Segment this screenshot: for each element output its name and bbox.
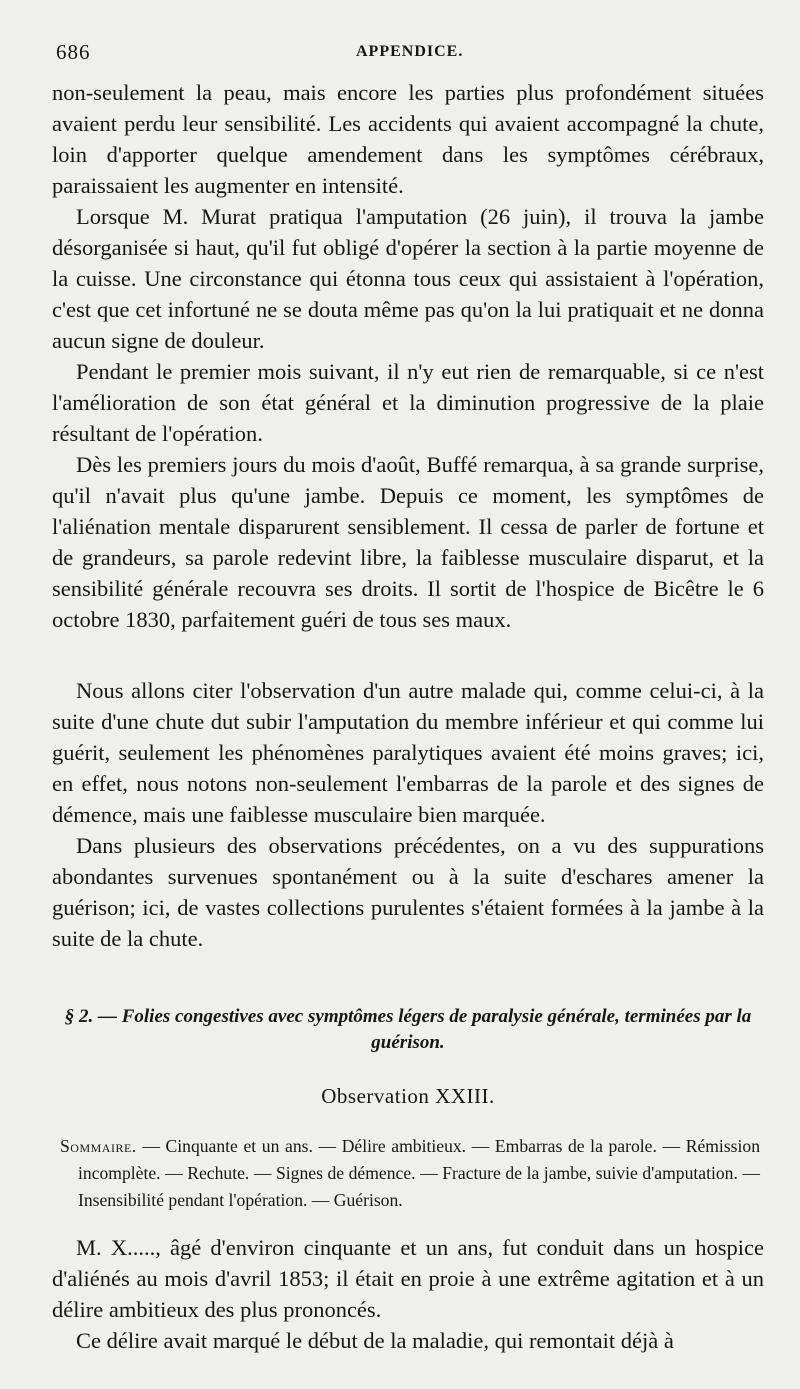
summary-paragraph bbox=[60, 1133, 760, 1214]
paragraph: Pendant le premier mois suivant, il n'y eut rien de remarquable, si ce n'est l'amélioration de son état général et la diminution progressive de la plaie résultant de l'opération. bbox=[52, 359, 764, 446]
paragraph: M. X....., âgé d'environ cinquante et un ans, fut conduit dans un hospice d'aliénés au mois d'avril 1853; il était en proie à une extrême agitation et à un délire ambitieux des plus prononcés. bbox=[52, 1235, 764, 1322]
summary-label: Sommaire. bbox=[60, 1136, 137, 1156]
summary-text: — Cinquante et un ans. — Délire ambitieux. — Embarras de la parole. — Rémission incomplète. — Rechute. — Signes de démence. — Fracture de la jambe, suivie d'amputation. — Insensibilité pendant l'opération. — Guérison. bbox=[78, 1136, 760, 1210]
paragraph: Dans plusieurs des observations précédentes, on a vu des suppurations abondantes survenues spontanément ou à la suite d'eschares amener la guérison; ici, de vastes collections purulentes s'étaient formées à la jambe à la suite de la chute. bbox=[52, 833, 764, 951]
running-head: APPENDICE. bbox=[356, 43, 464, 60]
paragraph: Lorsque M. Murat pratiqua l'amputation (26 juin), il trouva la jambe désorganisée si haut, qu'il fut obligé d'opérer la section à la partie moyenne de la cuisse. Une circonstance qui étonna tous ceux qui assistaient à l'opération, c'est que cet infortuné ne se douta même pas qu'on la lui pratiquait et ne donna aucun signe de douleur. bbox=[52, 204, 764, 353]
section-heading: § 2. — Folies congestives avec symptômes légers de paralysie générale, terminées par la guérison. bbox=[64, 1006, 752, 1053]
paragraph: Dès les premiers jours du mois d'août, Buffé remarqua, à sa grande surprise, qu'il n'avait plus qu'une jambe. Depuis ce moment, les symptômes de l'aliénation mentale disparurent sensiblement. Il cessa de parler de fortune et de grandeurs, sa parole redevint libre, la faiblesse musculaire disparut, et la sensibilité générale recouvra ses droits. Il sortit de l'hospice de Bicêtre le 6 octobre 1830, parfaitement guéri de tous ses maux. bbox=[52, 452, 764, 632]
observation-title bbox=[52, 1084, 764, 1109]
paragraph: non-seulement la peau, mais encore les parties plus profondément situées avaient perdu leur sensibilité. Les accidents qui avaient accompagné la chute, loin d'apporter quelque amendement dans les symptômes cérébraux, paraissaient les augmenter en intensité. bbox=[52, 80, 764, 198]
body-text-top bbox=[52, 77, 764, 635]
paragraph: Nous allons citer l'observation d'un autre malade qui, comme celui-ci, à la suite d'une chute dut subir l'amputation du membre inférieur et qui comme lui guérit, seulement les phénomènes paralytiques avaient été moins graves; ici, en effet, nous notons non-seulement l'embarras de la parole et des signes de démence, mais une faiblesse musculaire bien marquée. bbox=[52, 678, 764, 827]
page-header bbox=[56, 40, 762, 70]
page-number: 686 bbox=[56, 40, 91, 64]
body-text-middle bbox=[52, 675, 764, 954]
body-text-bottom bbox=[52, 1232, 764, 1356]
observation-title-text: Observation XXIII. bbox=[321, 1084, 495, 1108]
paragraph: Ce délire avait marqué le début de la maladie, qui remontait déjà à bbox=[76, 1328, 674, 1353]
observation-summary bbox=[60, 1133, 760, 1214]
